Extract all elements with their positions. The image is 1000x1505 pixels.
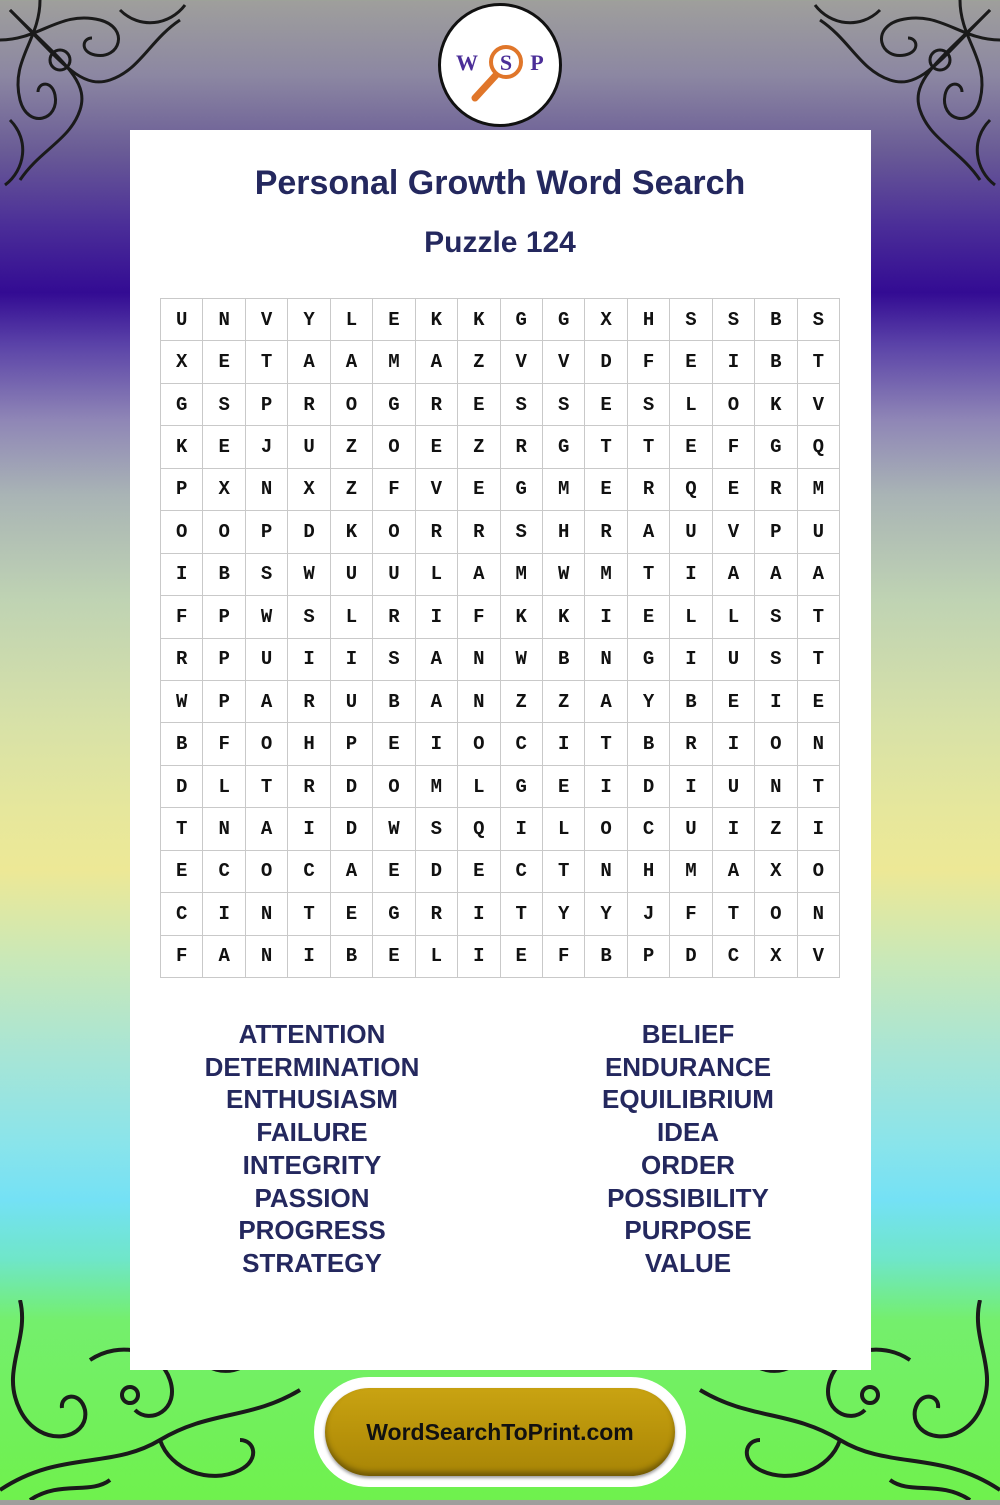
grid-cell[interactable]: V bbox=[713, 511, 755, 553]
grid-cell[interactable]: B bbox=[670, 681, 712, 723]
grid-cell[interactable]: Z bbox=[331, 469, 373, 511]
grid-cell[interactable]: I bbox=[416, 723, 458, 765]
grid-cell[interactable]: Z bbox=[543, 681, 585, 723]
grid-cell[interactable]: P bbox=[755, 511, 797, 553]
grid-cell[interactable]: C bbox=[203, 851, 245, 893]
grid-cell[interactable]: Q bbox=[670, 469, 712, 511]
grid-cell[interactable]: S bbox=[628, 384, 670, 426]
grid-cell[interactable]: J bbox=[246, 426, 288, 468]
grid-cell[interactable]: I bbox=[755, 681, 797, 723]
grid-cell[interactable]: I bbox=[713, 723, 755, 765]
word-item: BELIEF bbox=[641, 1019, 735, 1049]
grid-cell[interactable]: T bbox=[713, 893, 755, 935]
grid-cell[interactable]: R bbox=[458, 511, 500, 553]
grid-cell[interactable]: U bbox=[798, 511, 840, 553]
grid-cell[interactable]: L bbox=[203, 766, 245, 808]
grid-cell[interactable]: D bbox=[416, 851, 458, 893]
grid-cell[interactable]: R bbox=[416, 384, 458, 426]
grid-cell[interactable]: Z bbox=[501, 681, 543, 723]
grid-cell[interactable]: J bbox=[628, 893, 670, 935]
grid-cell[interactable]: F bbox=[373, 469, 415, 511]
grid-cell[interactable]: T bbox=[246, 766, 288, 808]
grid-cell[interactable]: E bbox=[373, 299, 415, 341]
grid-cell[interactable]: S bbox=[501, 384, 543, 426]
word-item: IDEA bbox=[656, 1117, 720, 1148]
grid-cell[interactable]: B bbox=[331, 936, 373, 978]
grid-cell[interactable]: C bbox=[161, 893, 203, 935]
grid-cell[interactable]: Q bbox=[458, 808, 500, 850]
grid-cell[interactable]: O bbox=[373, 766, 415, 808]
grid-cell[interactable]: D bbox=[628, 766, 670, 808]
grid-cell[interactable]: S bbox=[288, 596, 330, 638]
word-item: ORDER bbox=[641, 1149, 735, 1180]
grid-cell[interactable]: U bbox=[288, 426, 330, 468]
grid-cell[interactable]: U bbox=[713, 766, 755, 808]
magnifier-icon bbox=[445, 10, 555, 120]
grid-cell[interactable]: E bbox=[585, 384, 627, 426]
grid-cell[interactable]: I bbox=[798, 808, 840, 850]
grid-cell[interactable]: N bbox=[755, 766, 797, 808]
grid-cell[interactable]: S bbox=[755, 596, 797, 638]
grid-cell[interactable]: E bbox=[585, 469, 627, 511]
grid-cell[interactable]: W bbox=[501, 639, 543, 681]
word-list-left bbox=[152, 1018, 472, 1280]
grid-cell[interactable]: I bbox=[585, 596, 627, 638]
grid-cell[interactable]: V bbox=[798, 936, 840, 978]
grid-cell[interactable]: M bbox=[670, 851, 712, 893]
grid-cell[interactable]: I bbox=[585, 766, 627, 808]
word-item: ENTHUSIASM bbox=[226, 1084, 398, 1115]
grid-cell[interactable]: R bbox=[416, 511, 458, 553]
grid-cell[interactable]: T bbox=[246, 341, 288, 383]
grid-cell[interactable]: V bbox=[416, 469, 458, 511]
grid-cell[interactable]: N bbox=[203, 299, 245, 341]
grid-cell[interactable]: A bbox=[713, 554, 755, 596]
grid-cell[interactable]: Y bbox=[628, 681, 670, 723]
grid-cell[interactable]: K bbox=[755, 384, 797, 426]
grid-cell[interactable]: O bbox=[373, 511, 415, 553]
grid-cell[interactable]: C bbox=[713, 936, 755, 978]
word-item: POSSIBILITY bbox=[607, 1182, 769, 1213]
grid-cell[interactable]: R bbox=[373, 596, 415, 638]
grid-cell[interactable]: A bbox=[246, 808, 288, 850]
grid-cell[interactable]: E bbox=[458, 469, 500, 511]
grid-cell[interactable]: I bbox=[331, 639, 373, 681]
grid-cell[interactable]: N bbox=[798, 893, 840, 935]
grid-cell[interactable]: M bbox=[373, 341, 415, 383]
grid-cell[interactable]: R bbox=[755, 469, 797, 511]
grid-cell[interactable]: T bbox=[798, 596, 840, 638]
word-item: PURPOSE bbox=[624, 1215, 752, 1246]
grid-cell[interactable]: A bbox=[713, 851, 755, 893]
grid-cell[interactable]: O bbox=[246, 851, 288, 893]
grid-cell[interactable]: O bbox=[161, 511, 203, 553]
grid-cell[interactable]: B bbox=[585, 936, 627, 978]
grid-cell[interactable]: F bbox=[628, 341, 670, 383]
word-item: INTEGRITY bbox=[242, 1149, 382, 1180]
grid-cell[interactable]: K bbox=[331, 511, 373, 553]
grid-cell[interactable]: E bbox=[670, 341, 712, 383]
grid-cell[interactable]: L bbox=[416, 554, 458, 596]
grid-cell[interactable]: F bbox=[161, 936, 203, 978]
grid-cell[interactable]: O bbox=[755, 893, 797, 935]
grid-cell[interactable]: E bbox=[203, 341, 245, 383]
grid-cell[interactable]: Z bbox=[755, 808, 797, 850]
grid-cell[interactable]: X bbox=[203, 469, 245, 511]
grid-cell[interactable]: N bbox=[585, 851, 627, 893]
grid-cell[interactable]: T bbox=[543, 851, 585, 893]
grid-cell[interactable]: N bbox=[458, 639, 500, 681]
grid-cell[interactable]: L bbox=[670, 384, 712, 426]
grid-cell[interactable]: V bbox=[501, 341, 543, 383]
grid-cell[interactable]: P bbox=[331, 723, 373, 765]
grid-cell[interactable]: G bbox=[501, 766, 543, 808]
grid-cell[interactable]: E bbox=[203, 426, 245, 468]
grid-cell[interactable]: U bbox=[246, 639, 288, 681]
grid-cell[interactable]: G bbox=[373, 384, 415, 426]
grid-cell[interactable]: I bbox=[543, 723, 585, 765]
grid-cell[interactable]: K bbox=[458, 299, 500, 341]
grid-cell[interactable]: T bbox=[798, 639, 840, 681]
grid-cell[interactable]: Z bbox=[331, 426, 373, 468]
grid-cell[interactable]: E bbox=[458, 851, 500, 893]
grid-cell[interactable]: P bbox=[203, 639, 245, 681]
grid-cell[interactable]: I bbox=[458, 893, 500, 935]
grid-cell[interactable]: W bbox=[246, 596, 288, 638]
grid-cell[interactable]: L bbox=[331, 596, 373, 638]
grid-cell[interactable]: E bbox=[373, 936, 415, 978]
grid-cell[interactable]: R bbox=[288, 681, 330, 723]
grid-cell[interactable]: G bbox=[755, 426, 797, 468]
site-logo[interactable] bbox=[438, 3, 562, 127]
grid-cell[interactable]: T bbox=[798, 341, 840, 383]
grid-cell[interactable]: H bbox=[628, 851, 670, 893]
grid-cell[interactable]: I bbox=[288, 639, 330, 681]
grid-cell[interactable]: L bbox=[543, 808, 585, 850]
grid-cell[interactable]: X bbox=[161, 341, 203, 383]
grid-cell[interactable]: W bbox=[543, 554, 585, 596]
grid-cell[interactable]: N bbox=[585, 639, 627, 681]
grid-cell[interactable]: E bbox=[543, 766, 585, 808]
grid-cell[interactable]: V bbox=[246, 299, 288, 341]
word-item: VALUE bbox=[644, 1247, 732, 1278]
word-item: ATTENTION bbox=[238, 1019, 386, 1049]
grid-cell[interactable]: W bbox=[288, 554, 330, 596]
grid-cell[interactable]: I bbox=[416, 596, 458, 638]
grid-cell[interactable]: H bbox=[288, 723, 330, 765]
grid-cell[interactable]: A bbox=[331, 851, 373, 893]
word-item: FAILURE bbox=[256, 1117, 368, 1148]
grid-cell[interactable]: K bbox=[501, 596, 543, 638]
grid-cell[interactable]: W bbox=[373, 808, 415, 850]
grid-cell[interactable]: X bbox=[755, 851, 797, 893]
grid-cell[interactable]: I bbox=[161, 554, 203, 596]
grid-cell[interactable]: I bbox=[713, 808, 755, 850]
word-list-right bbox=[528, 1018, 848, 1280]
grid-cell[interactable]: E bbox=[416, 426, 458, 468]
grid-cell[interactable]: S bbox=[246, 554, 288, 596]
grid-cell[interactable]: D bbox=[288, 511, 330, 553]
grid-cell[interactable]: M bbox=[501, 554, 543, 596]
grid-cell[interactable]: M bbox=[585, 554, 627, 596]
grid-cell[interactable]: A bbox=[798, 554, 840, 596]
grid-cell[interactable]: F bbox=[203, 723, 245, 765]
grid-cell[interactable]: R bbox=[161, 639, 203, 681]
grid-cell[interactable]: I bbox=[288, 808, 330, 850]
grid-cell[interactable]: V bbox=[798, 384, 840, 426]
grid-cell[interactable]: A bbox=[585, 681, 627, 723]
grid-cell[interactable]: I bbox=[288, 936, 330, 978]
grid-cell[interactable]: C bbox=[501, 851, 543, 893]
grid-cell[interactable]: K bbox=[543, 596, 585, 638]
grid-cell[interactable]: N bbox=[246, 936, 288, 978]
grid-cell[interactable]: F bbox=[713, 426, 755, 468]
grid-cell[interactable]: B bbox=[628, 723, 670, 765]
grid-cell[interactable]: S bbox=[755, 639, 797, 681]
grid-cell[interactable]: D bbox=[670, 936, 712, 978]
grid-cell[interactable]: Z bbox=[458, 426, 500, 468]
grid-cell[interactable]: T bbox=[161, 808, 203, 850]
grid-cell[interactable]: B bbox=[543, 639, 585, 681]
grid-cell[interactable]: F bbox=[458, 596, 500, 638]
grid-cell[interactable]: E bbox=[161, 851, 203, 893]
grid-cell[interactable]: U bbox=[161, 299, 203, 341]
grid-cell[interactable]: R bbox=[628, 469, 670, 511]
puzzle-number: Puzzle 124 bbox=[424, 226, 576, 259]
grid-cell[interactable]: S bbox=[713, 299, 755, 341]
grid-cell[interactable]: G bbox=[543, 426, 585, 468]
grid-cell[interactable]: C bbox=[628, 808, 670, 850]
grid-cell[interactable]: L bbox=[670, 596, 712, 638]
grid-cell[interactable]: N bbox=[798, 723, 840, 765]
grid-cell[interactable]: O bbox=[798, 851, 840, 893]
grid-cell[interactable]: O bbox=[203, 511, 245, 553]
grid-cell[interactable]: K bbox=[416, 299, 458, 341]
grid-cell[interactable]: G bbox=[628, 639, 670, 681]
logo-letter-w: W bbox=[456, 50, 478, 75]
grid-cell[interactable]: I bbox=[203, 893, 245, 935]
grid-cell[interactable]: U bbox=[331, 554, 373, 596]
grid-cell[interactable]: O bbox=[246, 723, 288, 765]
word-item: PROGRESS bbox=[238, 1215, 386, 1246]
grid-cell[interactable]: T bbox=[628, 426, 670, 468]
grid-cell[interactable]: M bbox=[416, 766, 458, 808]
grid-cell[interactable]: L bbox=[416, 936, 458, 978]
grid-cell[interactable]: P bbox=[203, 681, 245, 723]
grid-cell[interactable]: Y bbox=[585, 893, 627, 935]
grid-cell[interactable]: A bbox=[458, 554, 500, 596]
grid-cell[interactable]: P bbox=[203, 596, 245, 638]
grid-cell[interactable]: R bbox=[501, 426, 543, 468]
grid-cell[interactable]: E bbox=[713, 469, 755, 511]
grid-cell[interactable]: V bbox=[543, 341, 585, 383]
grid-cell[interactable]: A bbox=[755, 554, 797, 596]
grid-cell[interactable]: A bbox=[203, 936, 245, 978]
word-item: PASSION bbox=[254, 1182, 370, 1213]
grid-cell[interactable]: F bbox=[161, 596, 203, 638]
grid-cell[interactable]: T bbox=[798, 766, 840, 808]
grid-cell[interactable]: D bbox=[331, 766, 373, 808]
grid-cell[interactable]: B bbox=[373, 681, 415, 723]
grid-cell[interactable]: R bbox=[288, 766, 330, 808]
grid-cell[interactable]: A bbox=[416, 341, 458, 383]
grid-cell[interactable]: M bbox=[798, 469, 840, 511]
grid-cell[interactable]: I bbox=[670, 554, 712, 596]
grid-cell[interactable]: I bbox=[670, 639, 712, 681]
grid-cell[interactable]: O bbox=[458, 723, 500, 765]
grid-cell[interactable]: L bbox=[458, 766, 500, 808]
grid-cell[interactable]: M bbox=[543, 469, 585, 511]
grid-cell[interactable]: C bbox=[288, 851, 330, 893]
grid-cell[interactable]: G bbox=[161, 384, 203, 426]
grid-cell[interactable]: E bbox=[798, 681, 840, 723]
grid-cell[interactable]: X bbox=[755, 936, 797, 978]
grid-cell[interactable]: S bbox=[203, 384, 245, 426]
grid-cell[interactable]: E bbox=[670, 426, 712, 468]
grid-cell[interactable]: X bbox=[585, 299, 627, 341]
grid-cell[interactable]: E bbox=[628, 596, 670, 638]
word-item: EQUILIBRIUM bbox=[602, 1084, 774, 1115]
logo-letter-s: S bbox=[499, 50, 513, 75]
grid-cell[interactable]: H bbox=[543, 511, 585, 553]
grid-cell[interactable]: O bbox=[713, 384, 755, 426]
grid-cell[interactable]: P bbox=[246, 384, 288, 426]
grid-cell[interactable]: P bbox=[628, 936, 670, 978]
grid-cell[interactable]: X bbox=[288, 469, 330, 511]
grid-cell[interactable]: U bbox=[670, 511, 712, 553]
grid-cell[interactable]: R bbox=[670, 723, 712, 765]
grid-cell[interactable]: T bbox=[501, 893, 543, 935]
grid-cell[interactable]: N bbox=[246, 469, 288, 511]
grid-cell[interactable]: D bbox=[585, 341, 627, 383]
grid-cell[interactable]: S bbox=[373, 639, 415, 681]
grid-cell[interactable]: D bbox=[331, 808, 373, 850]
grid-cell[interactable]: L bbox=[331, 299, 373, 341]
grid-cell[interactable]: N bbox=[246, 893, 288, 935]
grid-cell[interactable]: Y bbox=[543, 893, 585, 935]
grid-cell[interactable]: O bbox=[331, 384, 373, 426]
grid-cell[interactable]: G bbox=[543, 299, 585, 341]
grid-cell[interactable]: N bbox=[458, 681, 500, 723]
grid-cell[interactable]: P bbox=[246, 511, 288, 553]
grid-cell[interactable]: E bbox=[458, 384, 500, 426]
grid-cell[interactable]: A bbox=[628, 511, 670, 553]
grid-cell[interactable]: W bbox=[161, 681, 203, 723]
grid-cell[interactable]: N bbox=[203, 808, 245, 850]
grid-cell[interactable]: S bbox=[798, 299, 840, 341]
grid-cell[interactable]: U bbox=[713, 639, 755, 681]
grid-cell[interactable]: P bbox=[161, 469, 203, 511]
grid-cell[interactable]: T bbox=[585, 723, 627, 765]
grid-cell[interactable]: B bbox=[161, 723, 203, 765]
grid-cell[interactable]: I bbox=[501, 808, 543, 850]
grid-cell[interactable]: G bbox=[501, 469, 543, 511]
grid-cell[interactable]: R bbox=[416, 893, 458, 935]
grid-cell[interactable]: C bbox=[501, 723, 543, 765]
grid-cell[interactable]: S bbox=[543, 384, 585, 426]
grid-cell[interactable]: B bbox=[755, 299, 797, 341]
grid-cell[interactable]: I bbox=[713, 341, 755, 383]
grid-cell[interactable]: U bbox=[373, 554, 415, 596]
logo-letter-p: P bbox=[530, 50, 544, 75]
grid-cell[interactable]: O bbox=[373, 426, 415, 468]
grid-cell[interactable]: E bbox=[373, 723, 415, 765]
word-item: ENDURANCE bbox=[604, 1051, 772, 1082]
grid-cell[interactable]: T bbox=[628, 554, 670, 596]
grid-cell[interactable]: A bbox=[288, 341, 330, 383]
grid-cell[interactable]: Z bbox=[458, 341, 500, 383]
site-link-label[interactable]: WordSearchToPrint.com bbox=[325, 1388, 675, 1476]
word-item: DETERMINATION bbox=[204, 1051, 420, 1082]
grid-cell[interactable]: E bbox=[373, 851, 415, 893]
grid-cell[interactable]: H bbox=[628, 299, 670, 341]
grid-cell[interactable]: Y bbox=[288, 299, 330, 341]
grid-cell[interactable]: E bbox=[331, 893, 373, 935]
grid-cell[interactable]: R bbox=[585, 511, 627, 553]
grid-cell[interactable]: D bbox=[161, 766, 203, 808]
grid-cell[interactable]: R bbox=[288, 384, 330, 426]
grid-cell[interactable]: G bbox=[373, 893, 415, 935]
word-item: STRATEGY bbox=[242, 1247, 382, 1278]
grid-cell[interactable]: E bbox=[501, 936, 543, 978]
grid-cell[interactable]: G bbox=[501, 299, 543, 341]
grid-cell[interactable]: O bbox=[585, 808, 627, 850]
grid-cell[interactable]: T bbox=[288, 893, 330, 935]
grid-cell[interactable]: A bbox=[246, 681, 288, 723]
grid-cell[interactable]: I bbox=[458, 936, 500, 978]
grid-cell[interactable]: U bbox=[331, 681, 373, 723]
grid-cell[interactable]: F bbox=[543, 936, 585, 978]
grid-cell[interactable]: A bbox=[416, 681, 458, 723]
grid-cell[interactable]: O bbox=[755, 723, 797, 765]
grid-cell[interactable]: S bbox=[670, 299, 712, 341]
grid-cell[interactable]: K bbox=[161, 426, 203, 468]
grid-cell[interactable]: A bbox=[331, 341, 373, 383]
site-link-button[interactable] bbox=[314, 1377, 686, 1487]
grid-cell[interactable]: E bbox=[713, 681, 755, 723]
grid-cell[interactable]: B bbox=[203, 554, 245, 596]
grid-cell[interactable]: Q bbox=[798, 426, 840, 468]
grid-cell[interactable]: S bbox=[501, 511, 543, 553]
grid-cell[interactable]: T bbox=[585, 426, 627, 468]
grid-cell[interactable]: L bbox=[713, 596, 755, 638]
grid-cell[interactable]: B bbox=[755, 341, 797, 383]
letter-grid bbox=[160, 298, 840, 978]
grid-cell[interactable]: F bbox=[670, 893, 712, 935]
grid-cell[interactable]: I bbox=[670, 766, 712, 808]
grid-cell[interactable]: U bbox=[670, 808, 712, 850]
page-title: Personal Growth Word Search bbox=[254, 164, 746, 202]
grid-cell[interactable]: S bbox=[416, 808, 458, 850]
grid-cell[interactable]: A bbox=[416, 639, 458, 681]
